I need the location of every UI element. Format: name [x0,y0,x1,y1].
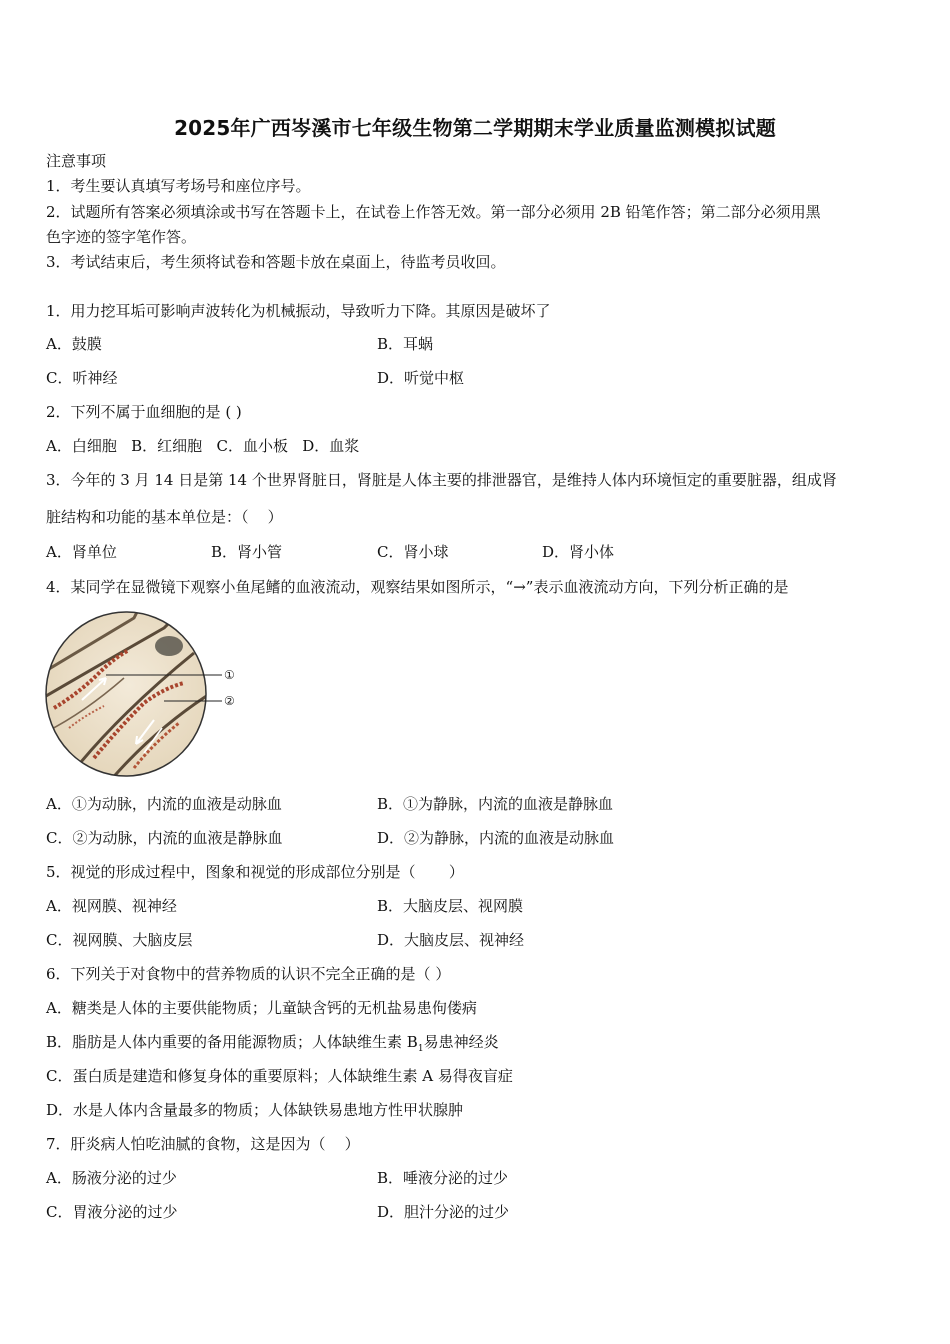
q7-option-d: D．胆汁分泌的过少 [377,1203,510,1221]
q5-option-c: C．视网膜、大脑皮层 [46,931,193,949]
q1-option-b: B．耳蜗 [377,335,434,353]
q4-option-b: B．①为静脉，内流的血液是静脉血 [377,795,614,813]
figure-label-1: ① [224,668,235,682]
q1-option-a: A．鼓膜 [46,335,102,353]
q6-option-b-text: B．脂肪是人体内重要的备用能源物质；人体缺维生素 B [46,1033,418,1051]
q3-option-a: A．肾单位 [46,543,117,561]
question-7-stem: 7．肝炎病人怕吃油腻的食物，这是因为（ ） [46,1135,360,1153]
q6-option-b-text-end: 易患神经炎 [423,1033,499,1051]
q3-option-d: D．肾小体 [542,543,615,561]
page-title: 2025年广西岑溪市七年级生物第二学期期末学业质量监测模拟试题 [174,116,776,140]
q4-option-d: D．②为静脉，内流的血液是动脉血 [377,829,615,847]
q6-option-a: A．糖类是人体的主要供能物质；儿童缺含钙的无机盐易患佝偻病 [46,999,477,1017]
notice-item-2: 2．试题所有答案必须填涂或书写在答题卡上，在试卷上作答无效。第一部分必须用 2B 铅笔作答；第二部分必须用黑 [46,203,821,221]
q6-option-b-subscript: 1 [417,1044,424,1054]
question-6-stem: 6．下列关于对食物中的营养物质的认识不完全正确的是（ ） [46,965,451,983]
notice-item-3: 3．考试结束后，考生须将试卷和答题卡放在桌面上，待监考员收回。 [46,253,506,271]
q5-option-b: B．大脑皮层、视网膜 [377,897,524,915]
notice-item-1: 1．考生要认真填写考场号和座位序号。 [46,177,311,195]
question-4-stem: 4．某同学在显微镜下观察小鱼尾鳍的血液流动，观察结果如图所示，“→”表示血液流动方向，下列分析正确的是 [46,578,789,596]
q7-option-c: C．胃液分泌的过少 [46,1203,178,1221]
question-5-stem: 5．视觉的形成过程中，图象和视觉的形成部位分别是（ ） [46,863,464,881]
q1-option-d: D．听觉中枢 [377,369,465,387]
q5-option-a: A．视网膜、视神经 [46,897,177,915]
fish-tail-blood-flow-image [44,608,244,780]
notice-heading: 注意事项 [46,152,107,170]
q3-option-b: B．肾小管 [211,543,283,561]
q1-option-c: C．听神经 [46,369,118,387]
figure-label-2: ② [224,694,235,708]
q6-option-c: C．蛋白质是建造和修复身体的重要原料；人体缺维生素 A 易得夜盲症 [46,1067,513,1085]
question-3-stem-line1: 3．今年的 3 月 14 日是第 14 个世界肾脏日，肾脏是人体主要的排泄器官，是维持人体内环境恒定的重要脏器，组成肾 [46,471,837,489]
question-3-stem-line2: 脏结构和功能的基本单位是：（ ） [46,508,283,526]
q6-option-b [46,1032,499,1059]
q2-options: A．白细胞 B．红细胞 C．血小板 D．血浆 [46,437,360,455]
q7-option-b: B．唾液分泌的过少 [377,1169,509,1187]
q7-option-a: A．肠液分泌的过少 [46,1169,177,1187]
question-1-stem: 1．用力挖耳垢可影响声波转化为机械振动，导致听力下降。其原因是破坏了 [46,302,551,320]
q6-option-d: D．水是人体内含量最多的物质；人体缺铁易患地方性甲状腺肿 [46,1101,464,1119]
q5-option-d: D．大脑皮层、视神经 [377,931,525,949]
q4-option-a: A．①为动脉，内流的血液是动脉血 [46,795,282,813]
microscope-figure [44,608,244,780]
question-2-stem: 2．下列不属于血细胞的是 ( ) [46,403,242,421]
q4-option-c: C．②为动脉，内流的血液是静脉血 [46,829,283,847]
q3-option-c: C．肾小球 [377,543,449,561]
notice-item-2-cont: 色字迹的签字笔作答。 [46,228,197,246]
